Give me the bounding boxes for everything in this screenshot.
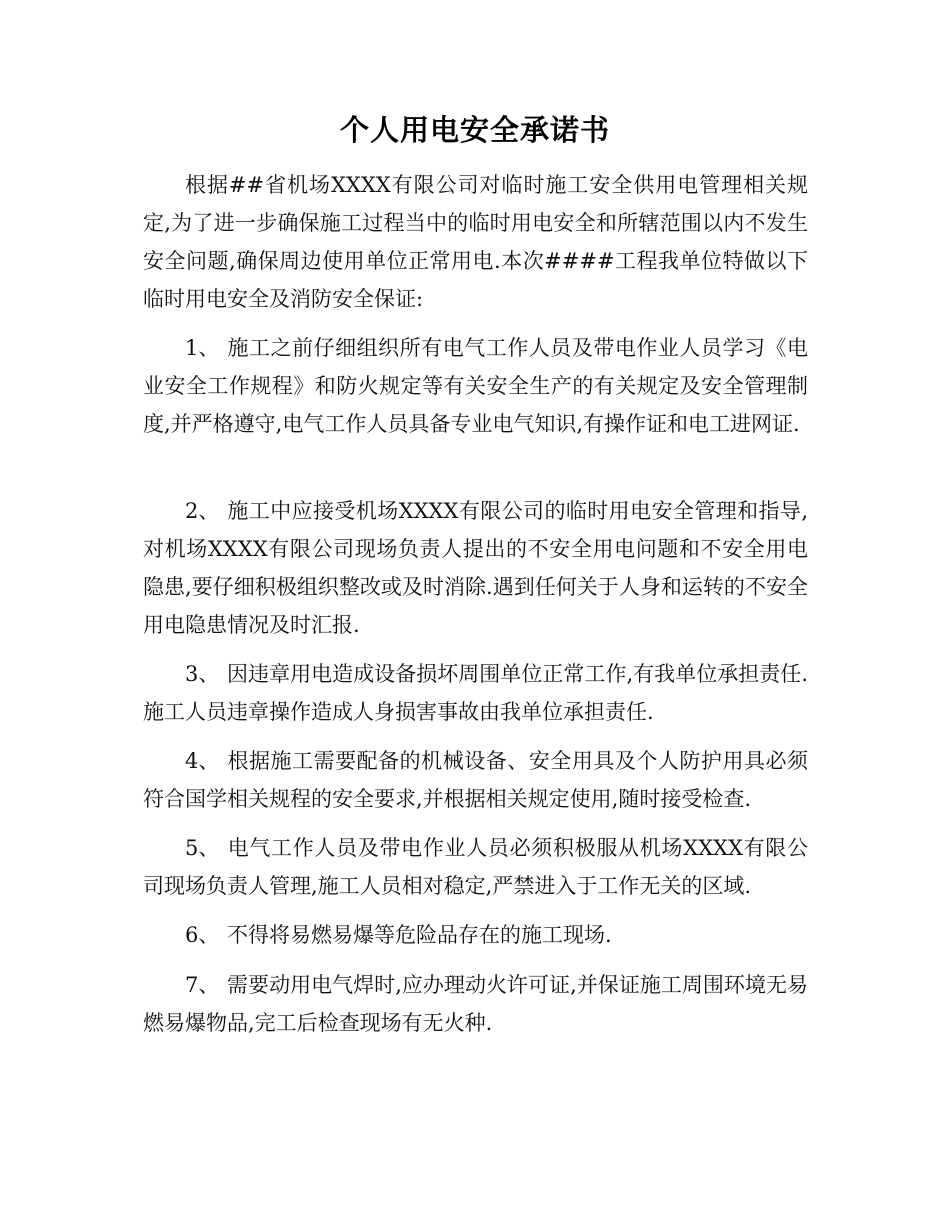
clause-2 (143, 492, 808, 644)
clause-number: 7、 (185, 973, 220, 997)
clause-3 (143, 655, 808, 731)
intro-paragraph: 根据##省机场XXXX有限公司对临时施工安全供用电管理相关规定,为了进一步确保施工过程当中的临时用电安全和所辖范围以内不发生安全问题,确保周边使用单位正常用电.本次####工程我单位特做以下临时用电安全及消防安全保证: (143, 173, 808, 311)
clause-4 (143, 742, 808, 818)
clause-text: 电气工作人员及带电作业人员必须积极服从机场XXXX有限公司现场负责人管理,施工人员相对稳定,严禁进入于工作无关的区域. (143, 836, 808, 898)
clause-text: 因违章用电造成设备损坏周围单位正常工作,有我单位承担责任.施工人员违章操作造成人身损害事故由我单位承担责任. (143, 662, 808, 724)
clause-number: 4、 (185, 749, 220, 773)
clause-6 (143, 916, 808, 954)
clause-text: 施工之前仔细组织所有电气工作人员及带电作业人员学习《电业安全工作规程》和防火规定等有关安全生产的有关规定及安全管理制度,并严格遵守,电气工作人员具备专业电气知识,有操作证和电工进网证. (143, 336, 808, 436)
document-title: 个人用电安全承诺书 (339, 113, 610, 147)
clause-text: 不得将易燃易爆等危险品存在的施工现场. (227, 923, 612, 947)
clause-number: 3、 (185, 662, 220, 686)
clause-1 (143, 329, 808, 443)
clause-number: 5、 (185, 836, 220, 860)
clause-text: 根据施工需要配备的机械设备、安全用具及个人防护用具必须符合国学相关规程的安全要求,并根据相关规定使用,随时接受检查. (143, 749, 808, 811)
clause-number: 6、 (185, 923, 220, 947)
clause-number: 1、 (185, 336, 220, 360)
clause-7 (143, 966, 808, 1042)
clause-number: 2、 (185, 499, 220, 523)
clause-text: 施工中应接受机场XXXX有限公司的临时用电安全管理和指导,对机场XXXX有限公司现场负责人提出的不安全用电问题和不安全用电隐患,要仔细积极组织整改或及时消除.遇到任何关于人身和运转的不安全用电隐患情况及时汇报. (143, 499, 808, 637)
clause-text: 需要动用电气焊时,应办理动火许可证,并保证施工周围环境无易燃易爆物品,完工后检查现场有无火种. (143, 973, 808, 1035)
clause-5 (143, 829, 808, 905)
